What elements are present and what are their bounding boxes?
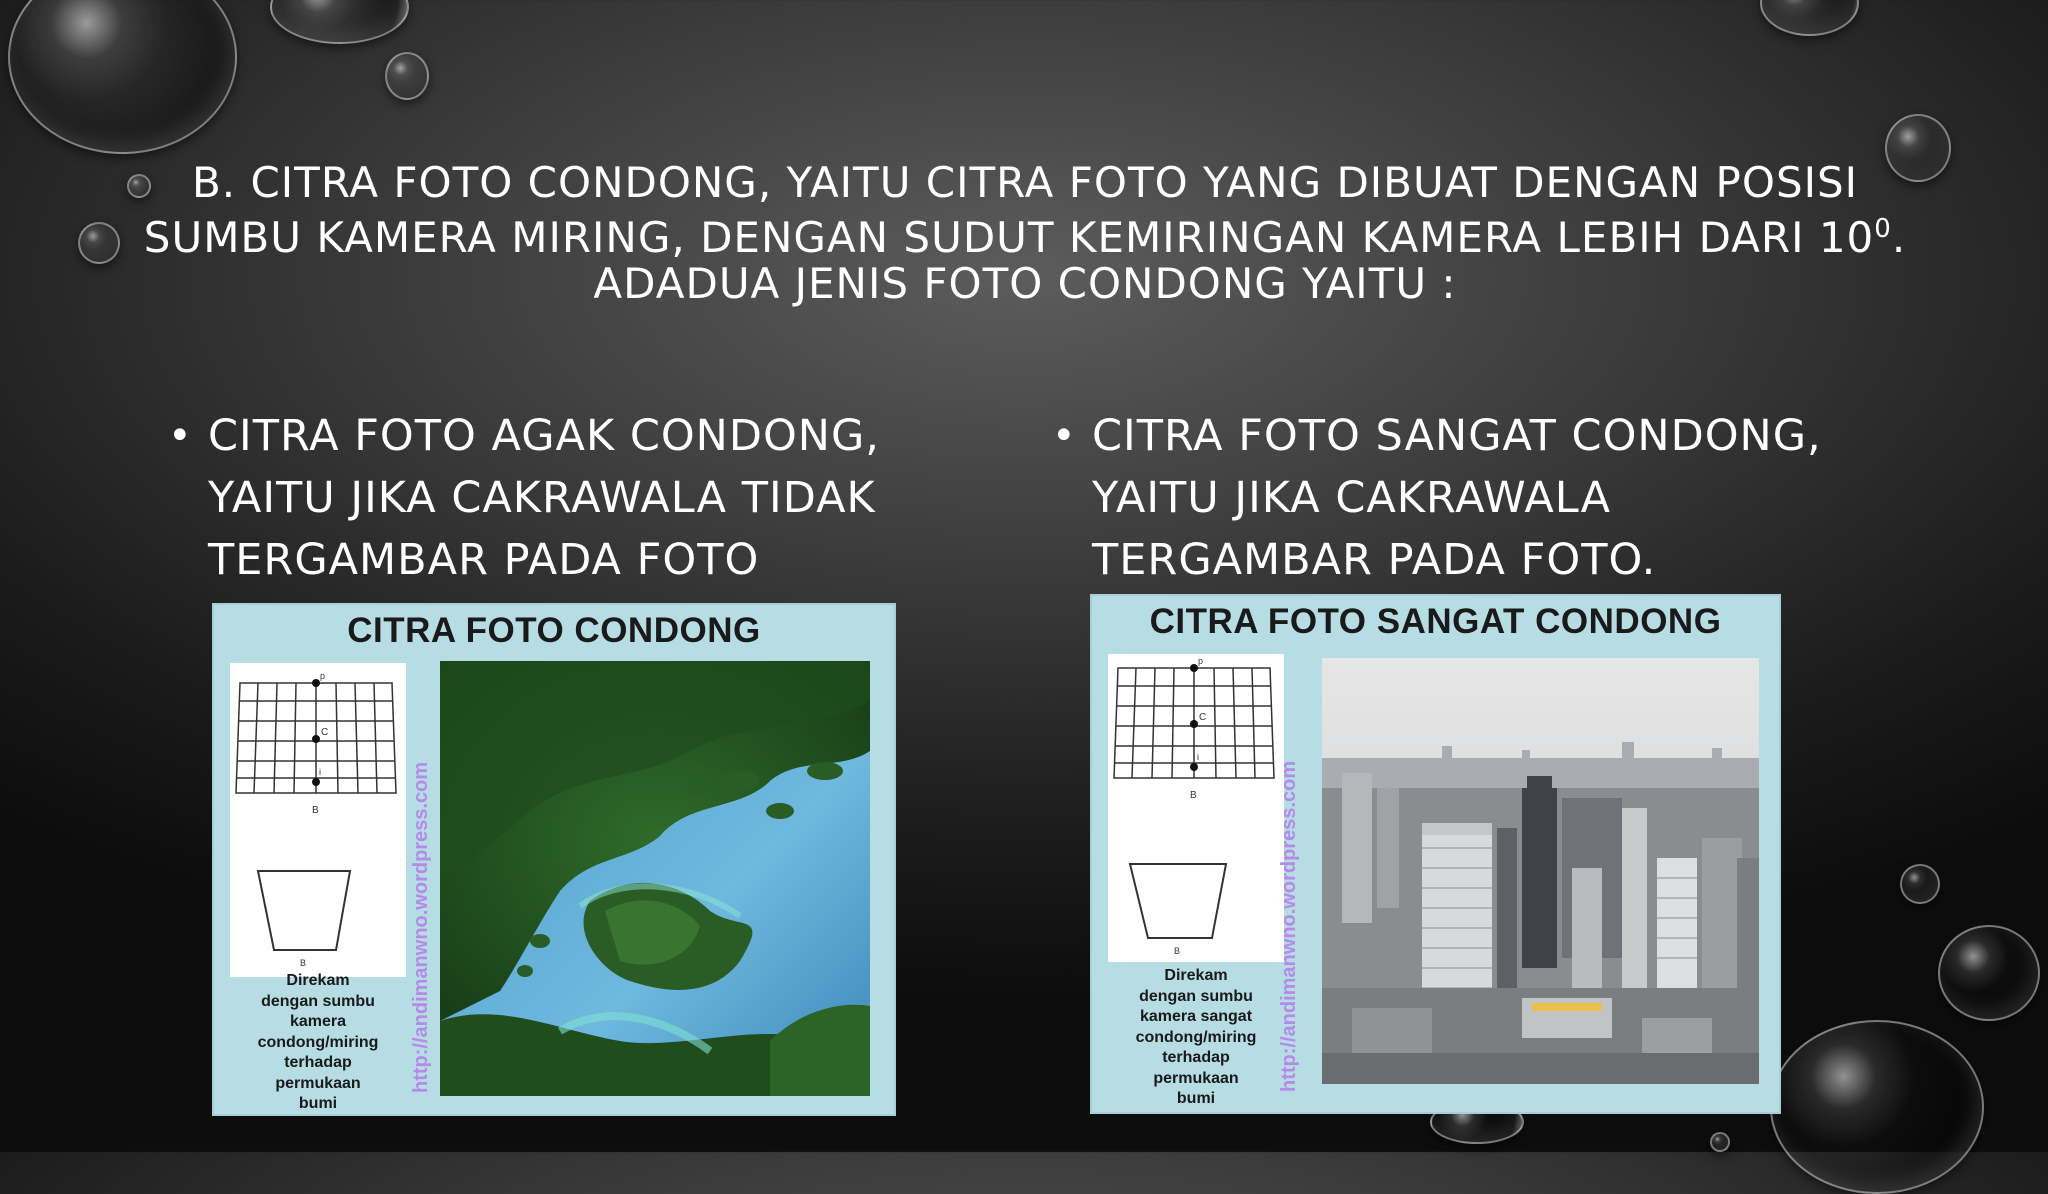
bullet-dot: • — [1052, 413, 1077, 459]
label-b-bottom: B — [1174, 946, 1181, 956]
degree-superscript: 0 — [1874, 214, 1892, 244]
watermark-url: http://andimanwno.wordpress.com — [410, 761, 432, 1093]
diagram-box — [1108, 654, 1284, 962]
figure-foto-condong — [212, 603, 896, 1116]
bullet-sangat-condong — [1052, 405, 1852, 591]
bullet-agak-condong — [168, 405, 908, 591]
droplet-decoration — [1710, 1132, 1730, 1152]
label-i: i — [319, 767, 321, 777]
caption-line: bumi — [1176, 1090, 1216, 1107]
bullet-left-line-2: YAITU JIKA CAKRAWALA TIDAK — [208, 473, 876, 523]
title-line-1: B. CITRA FOTO CONDONG, YAITU CITRA FOTO YANG DIBUAT DENGAN POSISI — [191, 158, 1859, 207]
bullet-right-line-3: TERGAMBAR PADA FOTO. — [1092, 535, 1657, 585]
caption-line: condong/miring — [257, 1033, 379, 1051]
title-line-2-text: SUMBU KAMERA MIRING, DENGAN SUDUT KEMIRINGAN KAMERA LEBIH DARI 10 — [143, 213, 1875, 262]
droplet-decoration — [1900, 864, 1940, 904]
caption-line: kamera sangat — [1139, 1008, 1253, 1025]
caption-line: Direkam — [286, 972, 350, 989]
droplet-decoration — [270, 0, 409, 44]
droplet-decoration — [1770, 1020, 1984, 1194]
caption-line: bumi — [298, 1095, 338, 1112]
watermark-url: http://andimanwno.wordpress.com — [1278, 760, 1300, 1092]
caption-line: Direkam — [1164, 967, 1228, 984]
oblique-city-photo — [1322, 658, 1759, 1084]
label-b: B — [1190, 790, 1197, 801]
bullet-left-line-1: CITRA FOTO AGAK CONDONG, — [208, 411, 880, 461]
caption-line: terhadap — [1162, 1049, 1230, 1066]
label-b-bottom: B — [300, 958, 307, 968]
oblique-grid-diagram — [230, 663, 406, 977]
diagram-box — [230, 663, 406, 977]
label-c: C — [1199, 712, 1207, 723]
label-c: C — [321, 727, 329, 738]
label-p: p — [1198, 656, 1204, 666]
droplet-decoration — [1760, 0, 1859, 36]
figure-title: CITRA FOTO SANGAT CONDONG — [1149, 602, 1722, 641]
label-p: p — [320, 671, 326, 681]
droplet-decoration — [8, 0, 237, 154]
label-i: i — [1197, 752, 1199, 762]
caption-line: kamera — [289, 1013, 347, 1030]
label-b: B — [312, 805, 319, 816]
figure-caption — [230, 971, 406, 1115]
bullet-dot: • — [168, 413, 193, 459]
caption-line: permukaan — [1153, 1069, 1239, 1087]
droplet-decoration — [78, 222, 120, 264]
title-line-3: ADADUA JENIS FOTO CONDONG YAITU : — [593, 259, 1457, 308]
caption-line: dengan sumbu — [1139, 987, 1253, 1005]
caption-line: permukaan — [275, 1074, 361, 1092]
aerial-island-photo — [440, 661, 870, 1096]
oblique-grid-diagram — [1108, 654, 1284, 962]
bullet-right-line-2: YAITU JIKA CAKRAWALA — [1092, 473, 1612, 523]
droplet-decoration — [385, 52, 429, 100]
caption-line: condong/miring — [1135, 1028, 1257, 1046]
bullet-right-line-1: CITRA FOTO SANGAT CONDONG, — [1092, 411, 1822, 461]
title-line-2 — [120, 206, 1930, 261]
figure-foto-sangat-condong — [1090, 594, 1781, 1114]
slide-title — [120, 160, 1930, 307]
bullet-left-line-3: TERGAMBAR PADA FOTO — [208, 535, 760, 585]
title-line-2-end: . — [1891, 213, 1907, 262]
caption-line: dengan sumbu — [261, 992, 375, 1010]
figure-caption — [1106, 966, 1286, 1110]
droplet-decoration — [1938, 925, 2040, 1021]
caption-line: terhadap — [284, 1054, 352, 1071]
figure-title: CITRA FOTO CONDONG — [347, 611, 761, 650]
